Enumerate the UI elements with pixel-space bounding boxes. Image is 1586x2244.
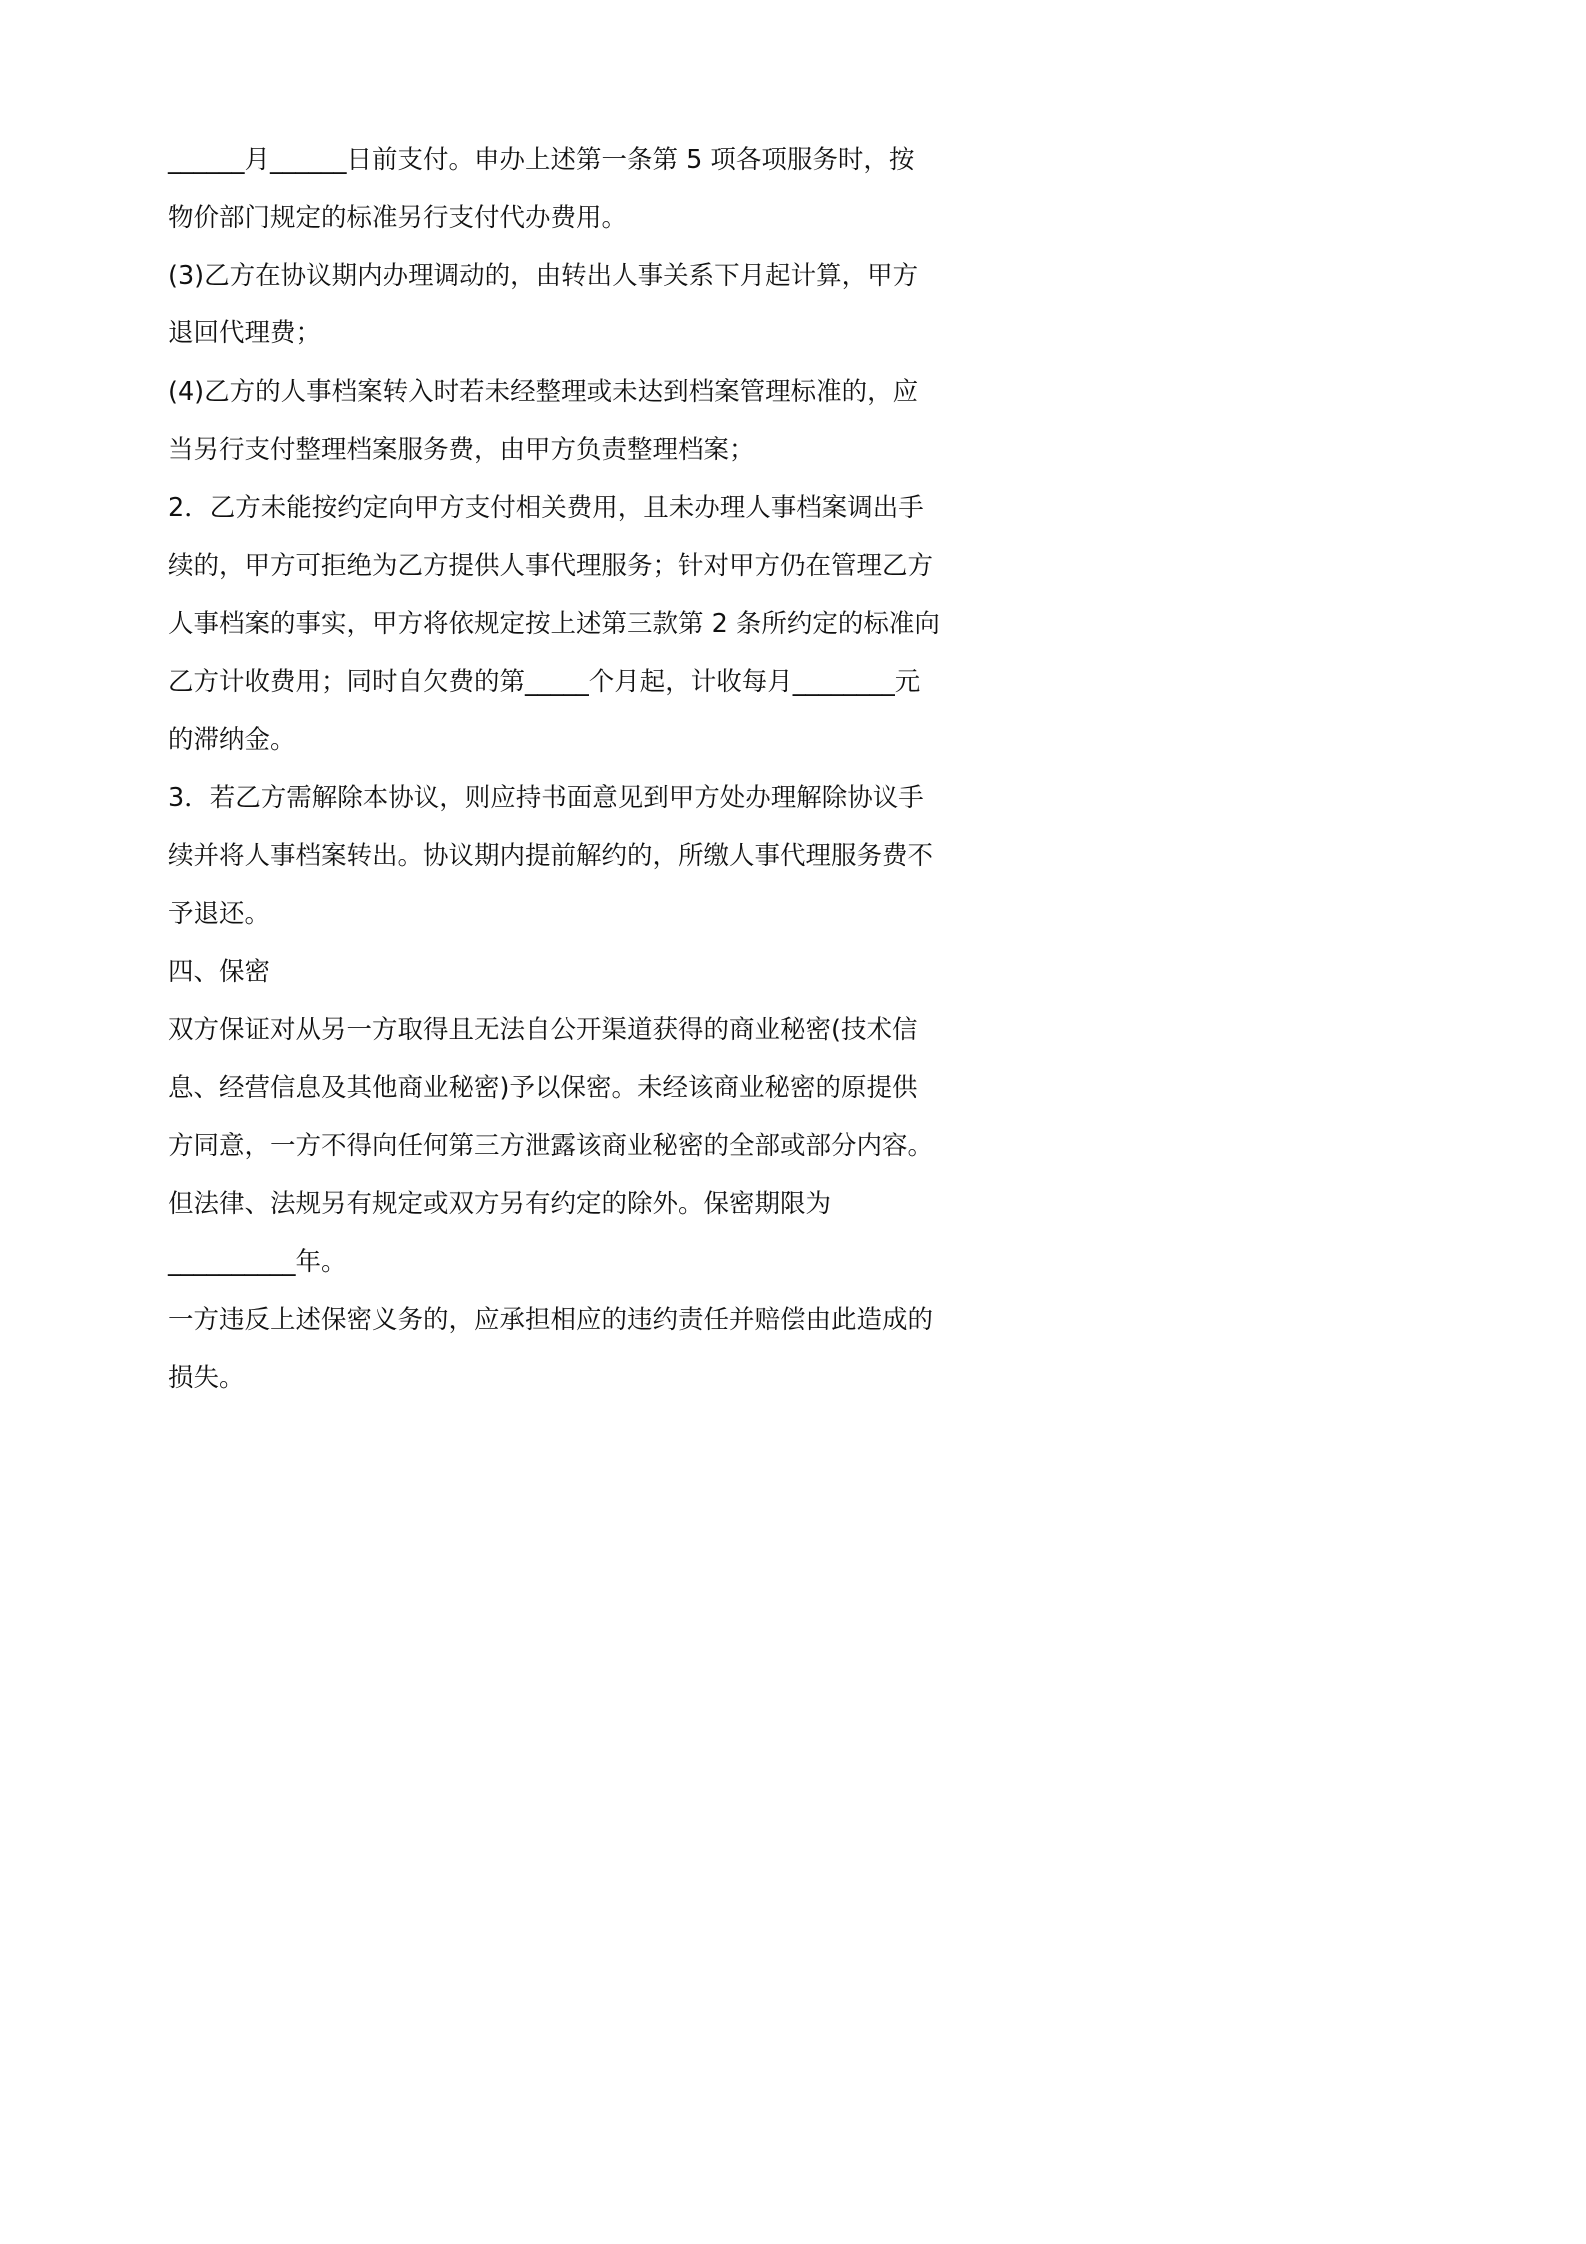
text-line: (3)乙方在协议期内办理调动的，由转出人事关系下月起计算，甲方 — [168, 261, 919, 291]
text-line: 一方违反上述保密义务的，应承担相应的违约责任并赔偿由此造成的 — [168, 1305, 934, 1335]
text-line: 予退还。 — [168, 899, 271, 929]
text-line: 的滞纳金。 — [168, 725, 296, 755]
text-line: 乙方计收费用；同时自欠费的第_____个月起，计收每月________元 — [168, 667, 921, 697]
text-line: 续并将人事档案转出。协议期内提前解约的，所缴人事代理服务费不 — [168, 841, 934, 871]
text-line: 2．乙方未能按约定向甲方支付相关费用，且未办理人事档案调出手 — [168, 493, 924, 523]
text-line: 方同意，一方不得向任何第三方泄露该商业秘密的全部或部分内容。 — [168, 1131, 934, 1161]
section-heading: 四、保密 — [168, 957, 271, 987]
text-line: (4)乙方的人事档案转入时若未经整理或未达到档案管理标准的，应 — [168, 377, 919, 407]
text-line: 双方保证对从另一方取得且无法自公开渠道获得的商业秘密(技术信 — [168, 1015, 918, 1045]
text-line: 物价部门规定的标准另行支付代办费用。 — [168, 203, 628, 233]
document-page — [0, 0, 1102, 1559]
text-line: __________年。 — [168, 1247, 347, 1277]
text-line: 息、经营信息及其他商业秘密)予以保密。未经该商业秘密的原提供 — [168, 1073, 918, 1103]
text-line: 3．若乙方需解除本协议，则应持书面意见到甲方处办理解除协议手 — [168, 783, 924, 813]
text-line: ______月______日前支付。申办上述第一条第 5 项各项服务时，按 — [168, 145, 915, 175]
text-line: 损失。 — [168, 1363, 245, 1393]
text-line: 退回代理费； — [168, 318, 322, 348]
text-line: 续的，甲方可拒绝为乙方提供人事代理服务；针对甲方仍在管理乙方 — [168, 551, 934, 581]
text-line: 但法律、法规另有规定或双方另有约定的除外。保密期限为 — [168, 1189, 832, 1219]
text-line: 当另行支付整理档案服务费，由甲方负责整理档案； — [168, 435, 755, 465]
text-line: 人事档案的事实，甲方将依规定按上述第三款第 2 条所约定的标准向 — [168, 609, 940, 639]
